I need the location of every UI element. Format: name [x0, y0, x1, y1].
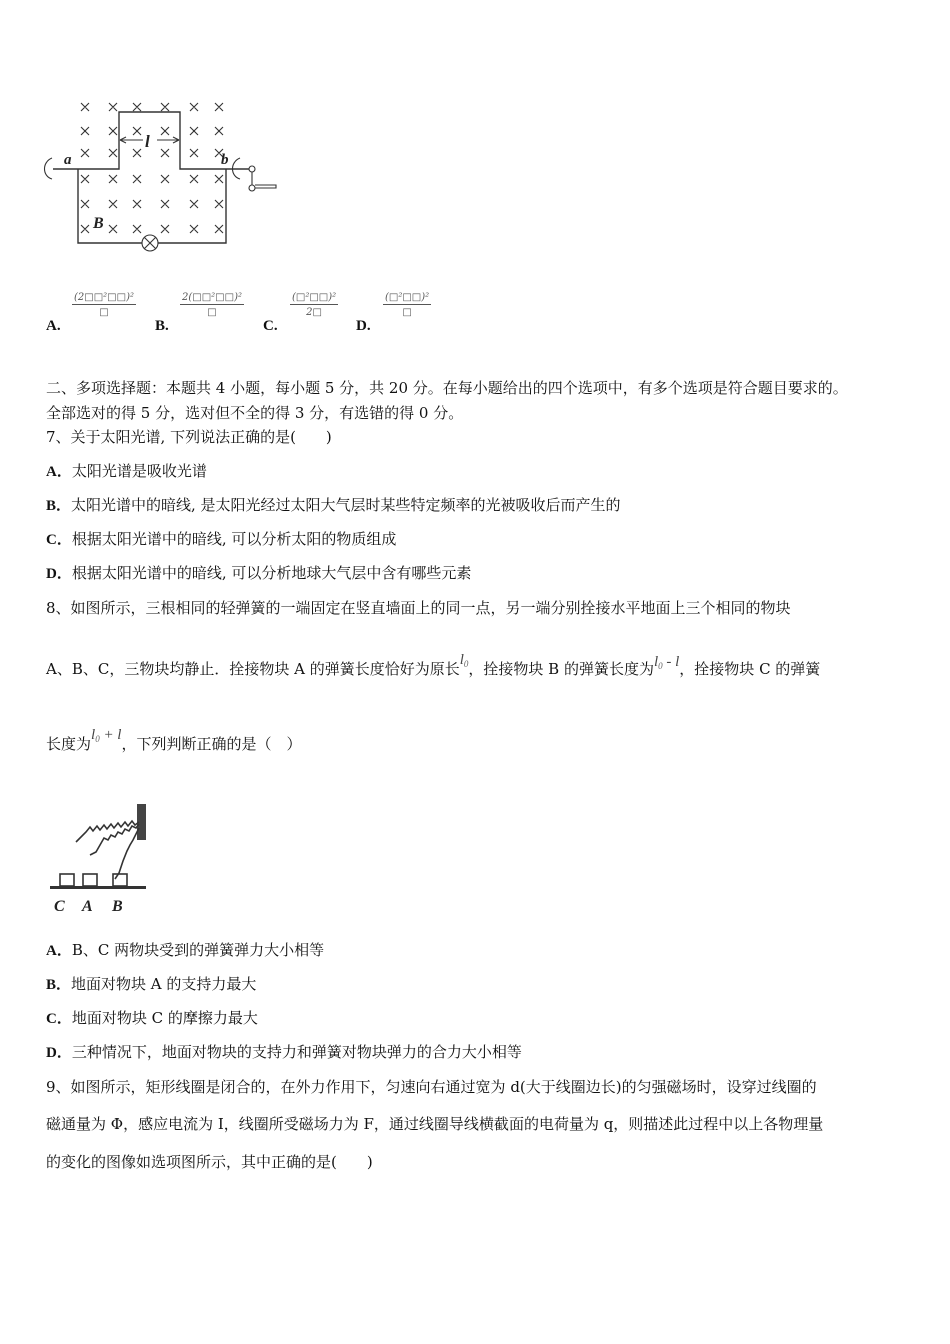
block-label-b: B	[112, 898, 123, 915]
q7-option-c: C．根据太阳光谱中的暗线, 可以分析太阳的物质组成	[46, 530, 397, 548]
q6-option-c-formula: (□²□□)² 2□	[292, 292, 337, 318]
q6-option-d-formula: (□²□□)² □	[385, 292, 430, 318]
label-a: a	[64, 152, 72, 168]
block-label-a: A	[82, 898, 93, 915]
magnetic-field-diagram	[40, 92, 290, 262]
math-l0: $l_0$	[459, 652, 469, 669]
q8-stem-line1: 8、如图所示，三根相同的轻弹簧的一端固定在竖直墙面上的同一点，另一端分别拴接水平地面上三个相同的物块	[46, 599, 791, 617]
q6-option-b-letter: B.	[155, 318, 169, 334]
q7-option-d: D．根据太阳光谱中的暗线, 可以分析地球大气层中含有哪些元素	[46, 564, 472, 582]
block-label-c: C	[54, 898, 65, 915]
q7-option-b: B．太阳光谱中的暗线, 是太阳光经过太阳大气层时某些特定频率的光被吸收后而产生的	[46, 496, 621, 514]
q7-stem: 7、关于太阳光谱, 下列说法正确的是( )	[46, 428, 332, 446]
generator-circuit-figure	[40, 92, 290, 262]
label-l: l	[145, 132, 150, 151]
q7-option-a: A．太阳光谱是吸收光谱	[46, 462, 207, 480]
q8-stem-line2: A、B、C，三物块均静止．拴接物块 A 的弹簧长度恰好为原长$l_0$，拴接物块 B 的弹簧长度为$l_0$ - l，拴接物块 C 的弹簧	[46, 652, 821, 678]
q8-option-d: D．三种情况下，地面对物块的支持力和弹簧对物块弹力的合力大小相等	[46, 1043, 522, 1061]
math-l0-minus-l: $l_0$ - l	[653, 654, 680, 671]
section2-instructions-line1: 二、多项选择题：本题共 4 小题，每小题 5 分，共 20 分。在每小题给出的四个选项中，有多个选项是符合题目要求的。	[46, 379, 848, 397]
q9-stem-line2: 磁通量为 Φ，感应电流为 I，线圈所受磁场力为 F，通过线圈导线横截面的电荷量为 q，则描述此过程中以上各物理量	[46, 1115, 824, 1133]
q6-option-c-letter: C.	[263, 318, 278, 334]
section2-instructions-line2: 全部选对的得 5 分，选对但不全的得 3 分，有选错的得 0 分。	[46, 404, 464, 422]
label-B-field: B	[93, 215, 104, 232]
q6-option-a-formula: (2□□²□□)² □	[74, 292, 134, 318]
q8-option-b: B．地面对物块 A 的支持力最大	[46, 975, 257, 993]
q8-option-c: C．地面对物块 C 的摩擦力最大	[46, 1009, 258, 1027]
q8-option-a: A．B、C 两物块受到的弹簧弹力大小相等	[46, 941, 325, 959]
q9-stem-line1: 9、如图所示，矩形线圈是闭合的，在外力作用下，匀速向右通过宽为 d(大于线圈边长)的匀强磁场时，设穿过线圈的	[46, 1078, 817, 1096]
q9-stem-line3: 的变化的图像如选项图所示，其中正确的是( )	[46, 1153, 373, 1171]
q6-option-a-letter: A.	[46, 318, 61, 334]
springs-blocks-figure	[46, 798, 156, 916]
q6-option-d-letter: D.	[356, 318, 371, 334]
q8-stem-line3: 长度为$l_0 + l$，下列判断正确的是（ ）	[46, 727, 302, 753]
label-b: b	[221, 152, 229, 168]
q6-option-b-formula: 2(□□²□□)² □	[182, 292, 242, 318]
math-l0-plus-l: $l_0 + l$	[91, 727, 122, 744]
